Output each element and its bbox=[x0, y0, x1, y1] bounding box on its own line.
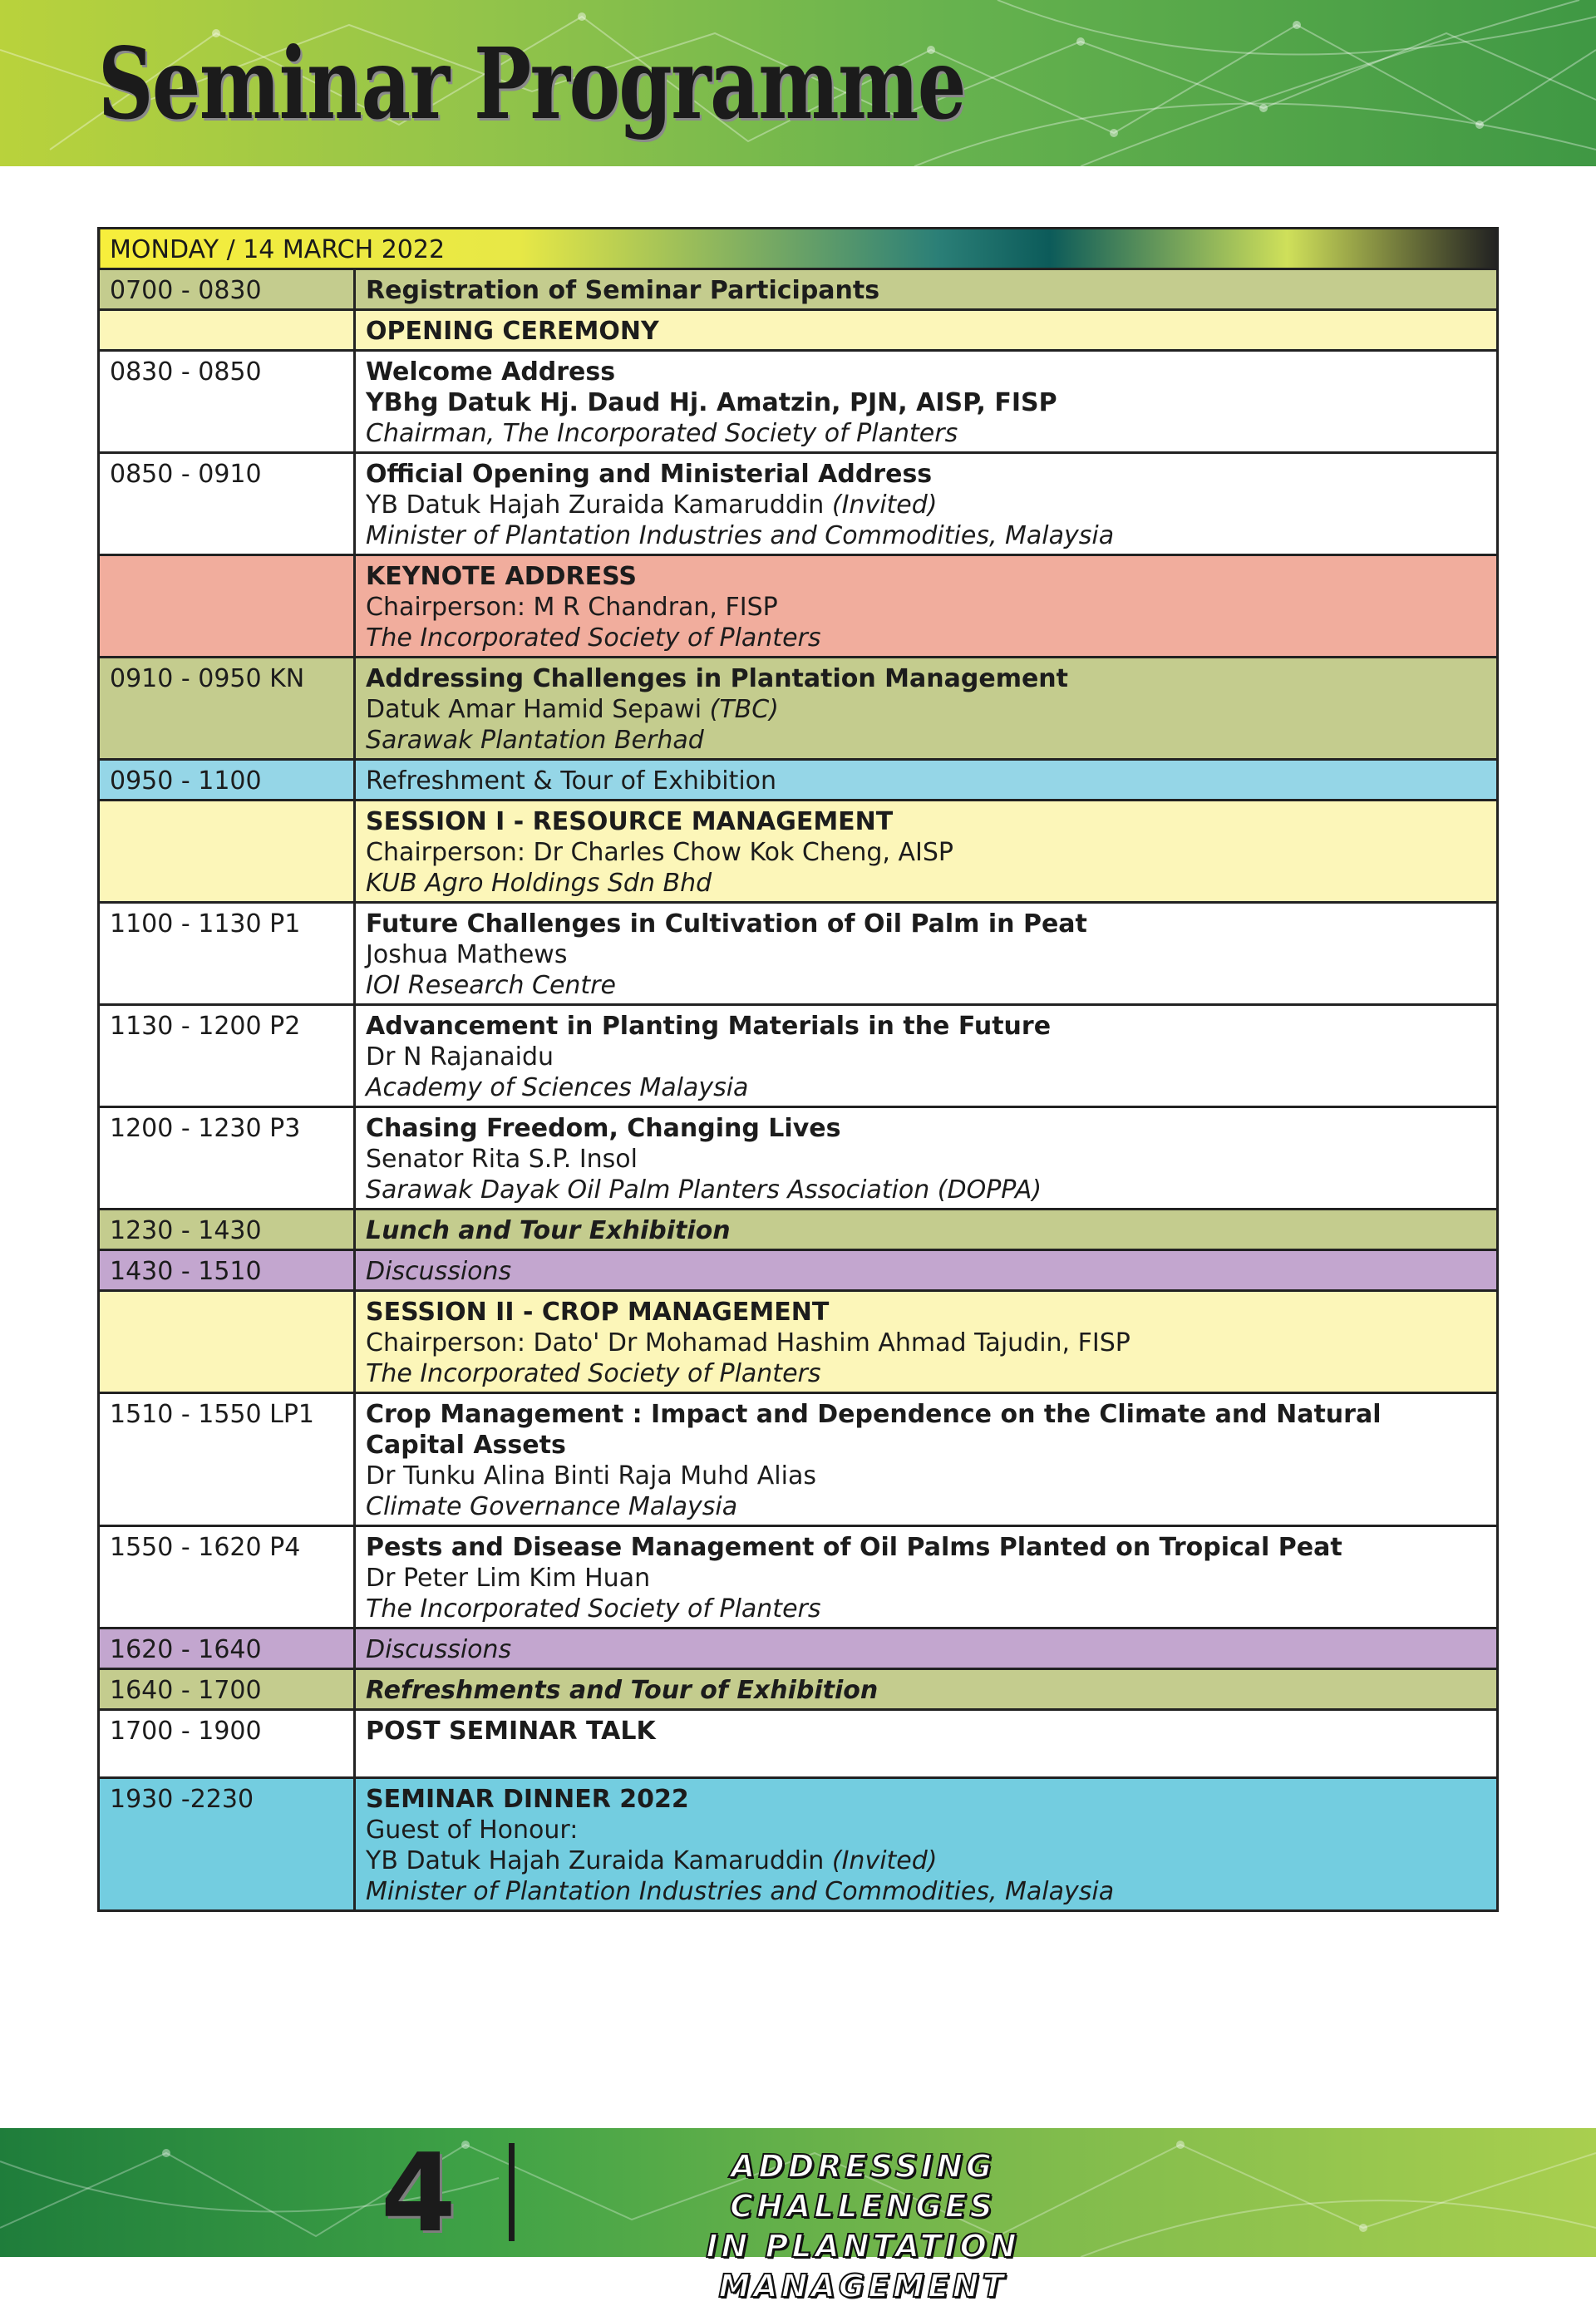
page-number: 4 bbox=[381, 2130, 456, 2256]
footer-tagline bbox=[605, 2146, 1121, 2306]
table-row bbox=[99, 903, 1498, 1005]
item-cell bbox=[355, 903, 1498, 1005]
day-header-row bbox=[99, 229, 1498, 269]
table-row bbox=[99, 1526, 1498, 1628]
item-title: SESSION II - CROP MANAGEMENT bbox=[366, 1298, 830, 1327]
item-speaker: Datuk Amar Hamid Sepawi bbox=[366, 695, 702, 724]
item-cell bbox=[355, 760, 1498, 801]
item-title: Refreshment & Tour of Exhibition bbox=[366, 766, 777, 796]
item-title: Advancement in Planting Materials in the Future bbox=[366, 1012, 1052, 1041]
item-title: Lunch and Tour Exhibition bbox=[366, 1216, 731, 1245]
item-cell bbox=[355, 1291, 1498, 1393]
table-row bbox=[99, 1291, 1498, 1393]
time-cell: 0700 - 0830 bbox=[99, 269, 355, 310]
item-affiliation: The Incorporated Society of Planters bbox=[366, 1594, 821, 1624]
item-title: Addressing Challenges in Plantation Management bbox=[366, 664, 1068, 693]
item-speaker: Dr Peter Lim Kim Huan bbox=[366, 1564, 651, 1593]
day-label: MONDAY / 14 MARCH 2022 bbox=[99, 229, 1498, 269]
table-row bbox=[99, 1210, 1498, 1250]
item-speaker: Joshua Mathews bbox=[366, 940, 568, 969]
item-speaker: YB Datuk Hajah Zuraida Kamaruddin bbox=[366, 1846, 825, 1875]
item-speaker-note: (TBC) bbox=[709, 695, 779, 724]
table-row bbox=[99, 1393, 1498, 1526]
item-affiliation: Sarawak Dayak Oil Palm Planters Association (DOPPA) bbox=[366, 1175, 1042, 1205]
time-cell: 1510 - 1550 LP1 bbox=[99, 1393, 355, 1526]
item-title: KEYNOTE ADDRESS bbox=[366, 562, 637, 591]
footer-banner bbox=[0, 2128, 1596, 2304]
item-cell bbox=[355, 1710, 1498, 1778]
item-speaker: Senator Rita S.P. Insol bbox=[366, 1145, 638, 1174]
item-guest-label: Guest of Honour: bbox=[366, 1816, 579, 1845]
item-affiliation: The Incorporated Society of Planters bbox=[366, 1359, 821, 1388]
item-chairperson: Chairperson: Dato' Dr Mohamad Hashim Ahmad Tajudin, FISP bbox=[366, 1328, 1130, 1357]
time-cell bbox=[99, 801, 355, 903]
table-row bbox=[99, 453, 1498, 555]
time-cell: 1100 - 1130 P1 bbox=[99, 903, 355, 1005]
item-cell bbox=[355, 1778, 1498, 1911]
item-affiliation: Sarawak Plantation Berhad bbox=[366, 726, 704, 755]
item-affiliation: Climate Governance Malaysia bbox=[366, 1492, 738, 1521]
item-cell bbox=[355, 1250, 1498, 1291]
item-title: Registration of Seminar Participants bbox=[366, 276, 880, 305]
item-title: POST SEMINAR TALK bbox=[366, 1717, 656, 1746]
time-cell: 1620 - 1640 bbox=[99, 1628, 355, 1669]
time-cell: 1930 -2230 bbox=[99, 1778, 355, 1911]
item-title: Crop Management : Impact and Dependence on the Climate and Natural Capital Assets bbox=[366, 1400, 1382, 1460]
item-cell bbox=[355, 310, 1498, 351]
table-row bbox=[99, 351, 1498, 453]
item-cell bbox=[355, 1210, 1498, 1250]
item-title: Discussions bbox=[366, 1635, 512, 1664]
item-speaker: YBhg Datuk Hj. Daud Hj. Amatzin, PJN, AISP, FISP bbox=[366, 388, 1057, 417]
table-row bbox=[99, 658, 1498, 760]
table-row bbox=[99, 1005, 1498, 1107]
time-cell bbox=[99, 555, 355, 658]
item-title: Refreshments and Tour of Exhibition bbox=[366, 1676, 879, 1705]
table-row bbox=[99, 760, 1498, 801]
item-title: SEMINAR DINNER 2022 bbox=[366, 1785, 689, 1814]
item-cell bbox=[355, 1005, 1498, 1107]
footer-tagline-line2: IN PLANTATION MANAGEMENT bbox=[706, 2228, 1020, 2304]
time-cell: 1430 - 1510 bbox=[99, 1250, 355, 1291]
time-cell: 1130 - 1200 P2 bbox=[99, 1005, 355, 1107]
item-speaker-line bbox=[366, 1845, 1486, 1876]
item-cell bbox=[355, 1669, 1498, 1710]
header-banner bbox=[0, 0, 1596, 166]
time-cell: 1200 - 1230 P3 bbox=[99, 1107, 355, 1210]
item-title: SESSION I - RESOURCE MANAGEMENT bbox=[366, 807, 894, 836]
time-cell: 1700 - 1900 bbox=[99, 1710, 355, 1778]
footer-divider bbox=[509, 2143, 515, 2241]
table-row bbox=[99, 1107, 1498, 1210]
item-cell bbox=[355, 351, 1498, 453]
item-cell bbox=[355, 453, 1498, 555]
item-title: Pests and Disease Management of Oil Palms Planted on Tropical Peat bbox=[366, 1533, 1342, 1562]
item-title: OPENING CEREMONY bbox=[366, 317, 659, 346]
item-cell bbox=[355, 1526, 1498, 1628]
item-speaker: YB Datuk Hajah Zuraida Kamaruddin bbox=[366, 490, 825, 520]
table-row bbox=[99, 1669, 1498, 1710]
item-speaker-note: (Invited) bbox=[831, 1846, 938, 1875]
item-affiliation: IOI Research Centre bbox=[366, 971, 616, 1000]
item-speaker-line bbox=[366, 694, 1486, 725]
item-title: Future Challenges in Cultivation of Oil Palm in Peat bbox=[366, 909, 1087, 939]
table-row bbox=[99, 555, 1498, 658]
table-row bbox=[99, 269, 1498, 310]
table-row bbox=[99, 1250, 1498, 1291]
item-affiliation: The Incorporated Society of Planters bbox=[366, 623, 821, 653]
item-cell bbox=[355, 1628, 1498, 1669]
item-affiliation: KUB Agro Holdings Sdn Bhd bbox=[366, 869, 712, 898]
item-cell bbox=[355, 1393, 1498, 1526]
time-cell bbox=[99, 1291, 355, 1393]
item-cell bbox=[355, 555, 1498, 658]
page-title: Seminar Programme bbox=[98, 26, 965, 141]
footer-tagline-line1: ADDRESSING CHALLENGES bbox=[730, 2148, 996, 2225]
time-cell: 0830 - 0850 bbox=[99, 351, 355, 453]
table-row bbox=[99, 801, 1498, 903]
programme-table bbox=[97, 227, 1499, 1912]
item-speaker-note: (Invited) bbox=[831, 490, 938, 520]
item-cell bbox=[355, 801, 1498, 903]
item-speaker: Dr N Rajanaidu bbox=[366, 1042, 554, 1072]
table-row bbox=[99, 1628, 1498, 1669]
item-affiliation: Minister of Plantation Industries and Commodities, Malaysia bbox=[366, 1877, 1115, 1906]
item-cell bbox=[355, 1107, 1498, 1210]
table-row bbox=[99, 1778, 1498, 1911]
item-title: Welcome Address bbox=[366, 357, 616, 387]
time-cell bbox=[99, 310, 355, 351]
item-affiliation: Minister of Plantation Industries and Commodities, Malaysia bbox=[366, 521, 1115, 550]
time-cell: 0850 - 0910 bbox=[99, 453, 355, 555]
item-cell bbox=[355, 269, 1498, 310]
item-title: Official Opening and Ministerial Address bbox=[366, 460, 933, 489]
item-cell bbox=[355, 658, 1498, 760]
time-cell: 1230 - 1430 bbox=[99, 1210, 355, 1250]
item-chairperson: Chairperson: Dr Charles Chow Kok Cheng, AISP bbox=[366, 838, 953, 867]
time-cell: 0910 - 0950 KN bbox=[99, 658, 355, 760]
table-row bbox=[99, 310, 1498, 351]
item-affiliation: Chairman, The Incorporated Society of Planters bbox=[366, 419, 958, 448]
item-chairperson: Chairperson: M R Chandran, FISP bbox=[366, 593, 778, 622]
time-cell: 0950 - 1100 bbox=[99, 760, 355, 801]
item-speaker-line bbox=[366, 490, 1486, 520]
item-speaker: Dr Tunku Alina Binti Raja Muhd Alias bbox=[366, 1461, 816, 1491]
time-cell: 1550 - 1620 P4 bbox=[99, 1526, 355, 1628]
item-affiliation: Academy of Sciences Malaysia bbox=[366, 1073, 749, 1102]
table-row bbox=[99, 1710, 1498, 1778]
time-cell: 1640 - 1700 bbox=[99, 1669, 355, 1710]
item-title: Chasing Freedom, Changing Lives bbox=[366, 1114, 841, 1143]
item-title: Discussions bbox=[366, 1257, 512, 1286]
